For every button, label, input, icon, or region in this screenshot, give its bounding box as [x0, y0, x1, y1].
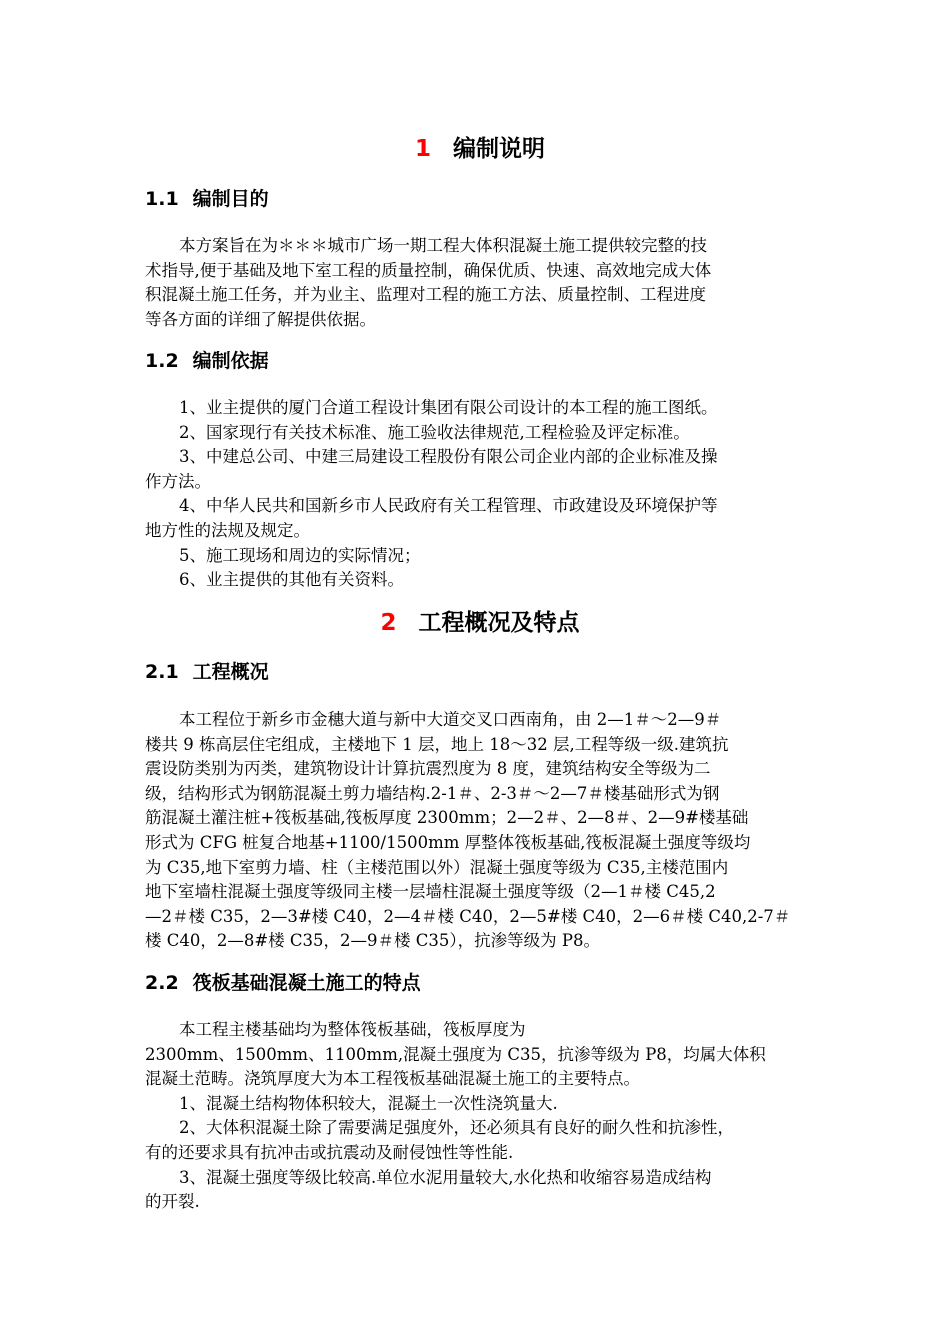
text-line: 形式为 CFG 桩复合地基+1100/1500mm 厚整体筏板基础,筏板混凝土强度等级均 — [145, 832, 751, 852]
text-line: —2＃楼 C35，2—3#楼 C40，2—4＃楼 C40，2—5#楼 C40，2—6＃楼 C40,2-7＃ — [145, 906, 791, 926]
list-item: 6、业主提供的其他有关资料。 — [179, 570, 404, 590]
section-title: 工程概况及特点 — [418, 610, 580, 636]
list-item: 5、施工现场和周边的实际情况； — [179, 545, 421, 565]
list-item: 4、中华人民共和国新乡市人民政府有关工程管理、市政建设及环境保护等 — [179, 496, 718, 516]
text-line: 混凝土范畴。浇筑厚度大为本工程筏板基础混凝土施工的主要特点。 — [145, 1069, 640, 1089]
purpose-paragraph — [145, 234, 815, 332]
section-title: 编制目的 — [192, 188, 269, 210]
text-line: 地下室墙柱混凝土强度等级同主楼一层墙柱混凝土强度等级（2—1＃楼 C45,2 — [145, 882, 716, 902]
text-line: 级，结构形式为钢筋混凝土剪力墙结构.2-1＃、2-3＃～2—7＃楼基础形式为钢 — [145, 783, 720, 803]
text-line: 为 C35,地下室剪力墙、柱（主楼范围以外）混凝土强度等级为 C35,主楼范围内 — [145, 857, 729, 877]
text-line: 筋混凝土灌注桩+筏板基础,筏板厚度 2300mm；2—2＃、2—8＃、2—9#楼基础 — [145, 808, 749, 828]
section-number: 2.1 — [145, 661, 179, 683]
list-item: 1、混凝土结构物体积较大，混凝土一次性浇筑量大. — [179, 1093, 558, 1113]
text-line: 震设防类别为丙类，建筑物设计计算抗震烈度为 8 度，建筑结构安全等级为二 — [145, 759, 711, 779]
text-line: 本工程主楼基础均为整体筏板基础，筏板厚度为 — [179, 1020, 526, 1039]
section-title: 工程概况 — [192, 661, 269, 683]
section-1-1-heading — [145, 186, 269, 212]
text-line: 本工程位于新乡市金穗大道与新中大道交叉口西南角，由 2—1＃～2—9＃ — [179, 710, 722, 729]
list-item: 2、国家现行有关技术标准、施工验收法律规范,工程检验及评定标准。 — [179, 422, 690, 442]
section-2-1-heading — [145, 659, 269, 685]
section-title: 编制说明 — [453, 136, 545, 162]
section-1-heading — [145, 134, 815, 164]
section-title: 编制依据 — [192, 350, 269, 372]
section-number: 1.1 — [145, 188, 179, 210]
section-number: 2.2 — [145, 972, 179, 994]
text-line: 楼共 9 栋高层住宅组成，主楼地下 1 层，地上 18～32 层,工程等级一级.建筑抗 — [145, 734, 729, 754]
section-1-2-heading — [145, 348, 269, 374]
section-number: 1.2 — [145, 350, 179, 372]
list-item-continuation: 的开裂. — [145, 1192, 200, 1212]
text-line: 等各方面的详细了解提供依据。 — [145, 309, 376, 329]
text-line: 2300mm、1500mm、1100mm,混凝土强度为 C35，抗渗等级为 P8，均属大体积 — [145, 1044, 766, 1064]
section-number: 1 — [414, 136, 431, 162]
text-line: 积混凝土施工任务，并为业主、监理对工程的施工方法、质量控制、工程进度 — [145, 285, 706, 305]
list-item-continuation: 地方性的法规及规定。 — [145, 520, 310, 540]
section-number: 2 — [380, 610, 397, 636]
text-line: 术指导,便于基础及地下室工程的质量控制，确保优质、快速、高效地完成大体 — [145, 260, 712, 280]
features-paragraph — [145, 1018, 815, 1215]
section-2-2-heading — [145, 970, 421, 996]
list-item: 1、业主提供的厦门合道工程设计集团有限公司设计的本工程的施工图纸。 — [179, 398, 718, 417]
text-line: 本方案旨在为＊＊＊城市广场一期工程大体积混凝土施工提供较完整的技 — [179, 236, 707, 255]
text-line: 楼 C40，2—8#楼 C35，2—9＃楼 C35），抗渗等级为 P8。 — [145, 931, 601, 951]
list-item-continuation: 有的还要求具有抗冲击或抗震动及耐侵蚀性等性能. — [145, 1142, 514, 1162]
section-title: 筏板基础混凝土施工的特点 — [192, 972, 421, 994]
list-item: 2、大体积混凝土除了需要满足强度外，还必须具有良好的耐久性和抗渗性， — [179, 1118, 734, 1138]
list-item-continuation: 作方法。 — [145, 471, 211, 491]
overview-paragraph — [145, 708, 815, 954]
section-2-heading — [145, 608, 815, 638]
list-item: 3、混凝土强度等级比较高.单位水泥用量较大,水化热和收缩容易造成结构 — [179, 1167, 712, 1187]
basis-list — [145, 396, 815, 593]
list-item: 3、中建总公司、中建三局建设工程股份有限公司企业内部的企业标准及操 — [179, 447, 718, 467]
